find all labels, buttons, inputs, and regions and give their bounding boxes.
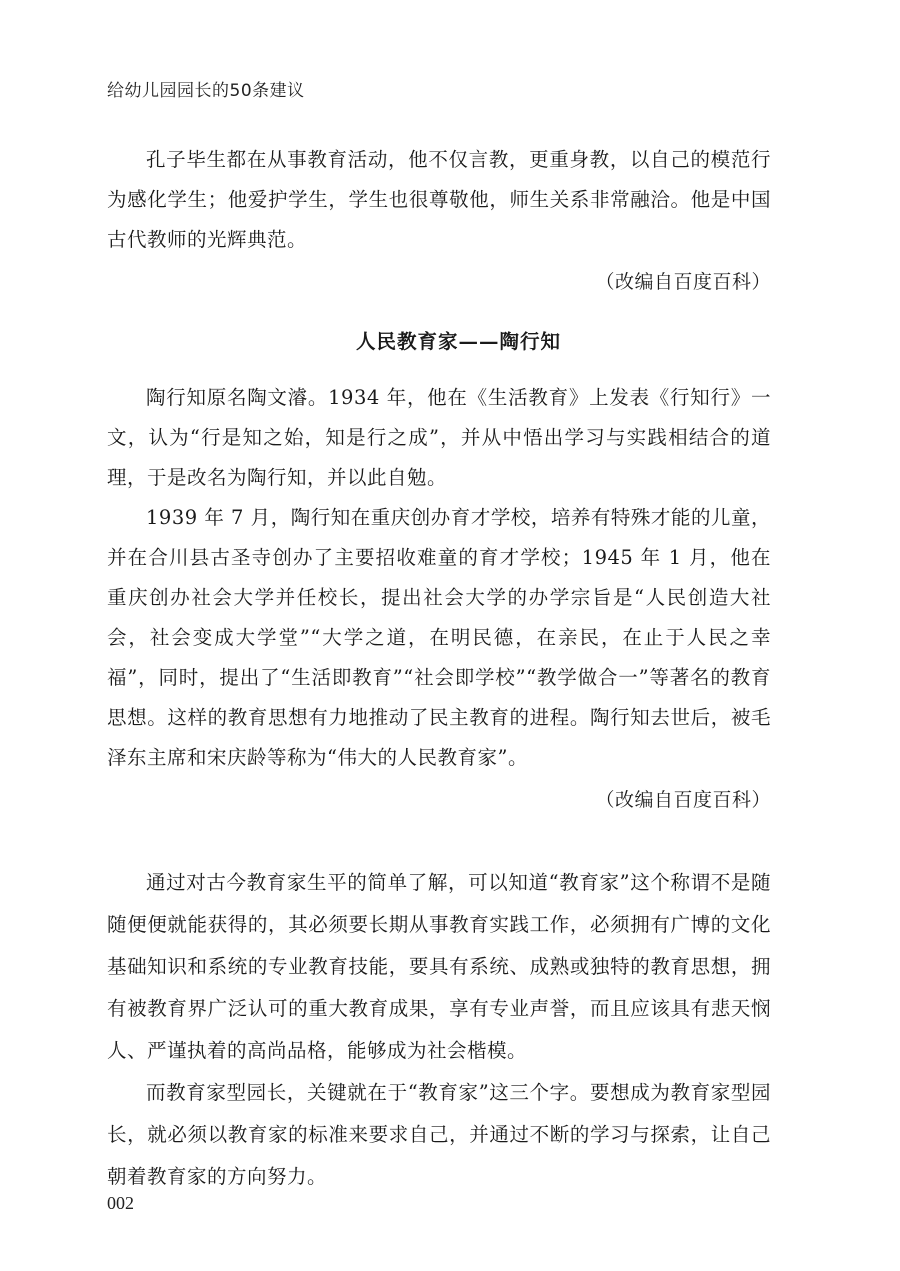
confucius-paragraph: 孔子毕生都在从事教育活动，他不仅言教，更重身教，以自己的模范行为感化学生；他爱护学生，学生也很尊敬他，师生关系非常融洽。他是中国古代教师的光辉典范。 — [107, 148, 771, 251]
body-paragraph-1: 通过对古今教育家生平的简单了解，可以知道“教育家”这个称谓不是随随便便就能获得的，其必须要长期从事教育实践工作，必须拥有广博的文化基础知识和系统的专业教育技能，要具有系统、成熟或独特的教育思想，拥有被教育界广泛认可的重大教育成果，享有专业声誉，而且应该具有悲天悯人、严谨执着的高尚品格，能够成为社会楷模。 — [107, 871, 771, 1062]
page-number: 002 — [107, 1193, 134, 1213]
running-header: 给幼儿园园长的50条建议 — [107, 81, 305, 101]
tao-paragraph-1: 陶行知原名陶文濬。1934 年，他在《生活教育》上发表《行知行》一文，认为“行是知之始，知是行之成”，并从中悟出学习与实践相结合的道理，于是改名为陶行知，并以此自勉。 — [107, 386, 771, 489]
page-content — [107, 140, 771, 1198]
source-citation-2: （改编自百度百科） — [595, 789, 771, 811]
source-citation-1: （改编自百度百科） — [595, 271, 771, 293]
body-paragraph-2: 而教育家型园长，关键就在于“教育家”这三个字。要想成为教育家型园长，就必须以教育家的标准来要求自己，并通过不断的学习与探索，让自己朝着教育家的方向努力。 — [107, 1081, 771, 1188]
tao-paragraph-2: 1939 年 7 月，陶行知在重庆创办育才学校，培养有特殊才能的儿童，并在合川县古圣寺创办了主要招收难童的育才学校；1945 年 1 月，他在重庆创办社会大学并任校长，提出社会大学的办学宗旨是“人民创造大社会，社会变成大学堂”“大学之道，在明民德，在亲民，在止于人民之幸福”，同时，提出了“生活即教育”“社会即学校”“教学做合一”等著名的教育思想。这样的教育思想有力地推动了民主教育的进程。陶行知去世后，被毛泽东主席和宋庆龄等称为“伟大的人民教育家”。 — [107, 506, 771, 769]
section-title-tao-xingzhi: 人民教育家——陶行知 — [355, 330, 561, 353]
